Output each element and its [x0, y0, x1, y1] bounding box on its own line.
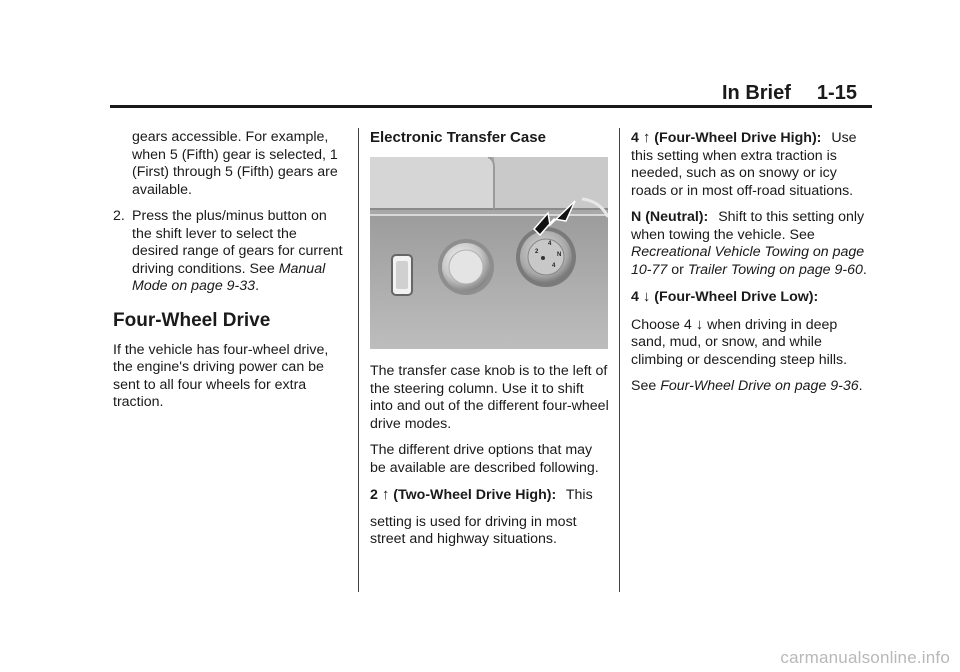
two-wheel-high-number: 2 — [370, 487, 378, 503]
column-2 — [370, 129, 610, 558]
knob-label-2: 2 — [535, 249, 539, 255]
four-wheel-low-body: when driving in deep sand, mud, or snow, and while climbing or descending steep hills. — [631, 316, 848, 368]
neutral-end: . — [862, 261, 867, 278]
four-wheel-drive-link[interactable]: Four-Wheel Drive on page 9-36 — [660, 378, 859, 394]
four-wheel-high-text: Use this setting when extra traction is needed, such as on snowy or icy roads or in most off-road situations. — [631, 130, 857, 199]
neutral-entry — [631, 209, 867, 279]
four-wheel-drive-heading: Four-Wheel Drive — [113, 309, 271, 331]
step-2-number: 2. — [113, 208, 125, 224]
column-divider-1 — [358, 128, 359, 592]
see-end: . — [858, 378, 863, 394]
knob-location-paragraph: The transfer case knob is to the left of the steering column. Use it to shift into and out of the different four-wheel drive modes. — [370, 363, 609, 432]
transfer-case-knob-photo — [370, 157, 608, 349]
step-2-text: Press the plus/minus button on the shift lever to select the desired range of gears for current driving conditions. See — [132, 208, 343, 277]
header-rule — [110, 105, 872, 108]
watermark: carmanualsonline.info — [780, 648, 950, 667]
page-number: 1-15 — [816, 82, 857, 104]
two-wheel-high-first: This — [565, 487, 593, 503]
arrow-down-icon: ↓ — [642, 288, 651, 305]
step-2-end: . — [255, 278, 260, 294]
arrow-up-icon: ↑ — [381, 486, 390, 503]
four-wheel-low-heading — [631, 288, 867, 307]
two-wheel-high-text: setting is used for driving in most street and highway situations. — [370, 513, 577, 547]
neutral-label: N (Neutral): — [631, 209, 709, 225]
four-wheel-high-number: 4 — [631, 130, 639, 146]
knob-label-4-high: 4 — [548, 241, 552, 247]
four-wheel-high-label: (Four-Wheel Drive High): — [654, 130, 822, 146]
four-wheel-low-label: (Four-Wheel Drive Low): — [654, 289, 819, 305]
knob-label-4-low: 4 — [552, 263, 556, 269]
column-3 — [631, 129, 867, 405]
see-also-paragraph — [631, 378, 867, 396]
drive-options-paragraph: The different drive options that may be available are described following. — [370, 442, 599, 476]
arrow-up-icon: ↑ — [642, 129, 651, 146]
four-wheel-low-text — [631, 316, 867, 370]
neutral-text: Shift to this setting only when towing the vehicle. See — [631, 209, 865, 243]
section-title: In Brief — [722, 82, 791, 104]
four-wheel-high-entry — [631, 129, 867, 200]
knob-label-neutral: N — [557, 252, 562, 258]
trailer-towing-link[interactable]: Trailer Towing on page 9-60 — [687, 261, 863, 278]
four-wheel-low-pre: Choose 4 — [631, 316, 692, 333]
column-1 — [113, 129, 345, 421]
column-divider-2 — [619, 128, 620, 592]
two-wheel-high-label: (Two-Wheel Drive High): — [393, 487, 557, 503]
four-wheel-drive-paragraph: If the vehicle has four-wheel drive, the engine's driving power can be sent to all four wheels for extra traction. — [113, 341, 329, 410]
see-pre: See — [631, 378, 657, 394]
step-2 — [113, 208, 345, 296]
four-wheel-low-number: 4 — [631, 289, 639, 305]
transfer-case-heading: Electronic Transfer Case — [370, 129, 546, 146]
neutral-or: or — [671, 261, 684, 278]
continued-paragraph: gears accessible. For example, when 5 (Fifth) gear is selected, 1 (First) through 5 (Fifth) gears are available. — [132, 129, 338, 198]
manual-mode-link[interactable]: Manual Mode on page 9-33 — [132, 260, 326, 294]
arrow-down-icon: ↓ — [695, 315, 704, 333]
page-header — [722, 82, 872, 105]
rv-towing-link[interactable]: Recreational Vehicle Towing on page 10-77 — [631, 244, 865, 278]
two-wheel-high-entry — [370, 486, 610, 505]
